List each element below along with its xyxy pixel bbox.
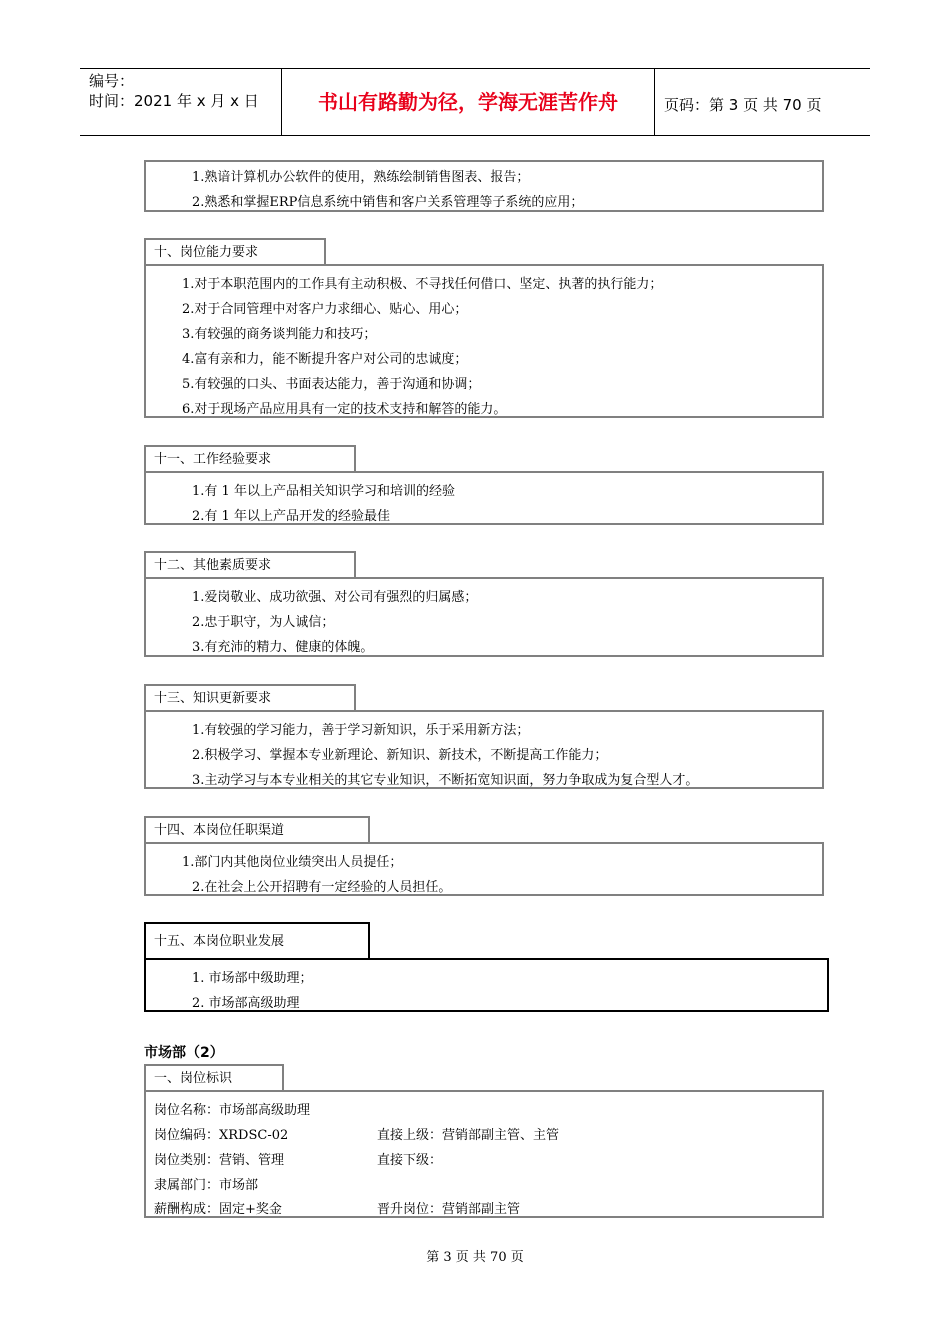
list-item: 3.有较强的商务谈判能力和技巧； (182, 327, 377, 342)
section-14-box (144, 842, 824, 896)
post-category: 岗位类别：营销、管理 (154, 1153, 285, 1168)
direct-superior: 直接上级：营销部副主管、主管 (377, 1128, 560, 1143)
salary-structure: 薪酬构成：固定+奖金 (154, 1202, 282, 1217)
list-item: 2.积极学习、掌握本专业新理论、新知识、新技术，不断提高工作能力； (192, 748, 608, 763)
header-divider (654, 68, 655, 136)
header-page-info: 页码：第 3 页 共 70 页 (664, 96, 822, 114)
section-title: 十一、工作经验要求 (144, 445, 356, 473)
list-item: 3.有充沛的精力、健康的体魄。 (192, 640, 374, 655)
list-item: 2.在社会上公开招聘有一定经验的人员担任。 (192, 880, 452, 895)
list-item: 5.有较强的口头、书面表达能力，善于沟通和协调； (182, 377, 481, 392)
date-label: 时间：2021 年 x 月 x 日 (89, 92, 259, 110)
list-item: 6.对于现场产品应用具有一定的技术支持和解答的能力。 (182, 402, 507, 417)
header-top-rule (80, 68, 870, 69)
section-title: 一、岗位标识 (144, 1064, 284, 1092)
section-12-box (144, 577, 824, 657)
list-item: 2.有 1 年以上产品开发的经验最佳 (192, 509, 390, 524)
section-15-box (144, 958, 829, 1012)
section-title: 十五、本岗位职业发展 (144, 922, 370, 958)
serial-label: 编号： (89, 72, 135, 90)
list-item: 1.部门内其他岗位业绩突出人员提任； (182, 855, 403, 870)
header-motto: 书山有路勤为径，学海无涯苦作舟 (318, 90, 618, 114)
list-item: 1.对于本职范围内的工作具有主动积极、不寻找任何借口、坚定、执著的执行能力； (182, 277, 663, 292)
list-item: 2.熟悉和掌握ERP信息系统中销售和客户关系管理等子系统的应用； (192, 195, 584, 210)
post-identity-box (144, 1090, 824, 1218)
department-heading: 市场部（2） (144, 1045, 224, 1061)
department: 隶属部门：市场部 (154, 1178, 259, 1193)
list-item: 1.有 1 年以上产品相关知识学习和培训的经验 (192, 484, 455, 499)
list-item: 1.爱岗敬业、成功欲强、对公司有强烈的归属感； (192, 590, 478, 605)
list-item: 2. 市场部高级助理 (192, 996, 300, 1011)
list-item: 2.对于合同管理中对客户力求细心、贴心、用心； (182, 302, 468, 317)
list-item: 1. 市场部中级助理； (192, 971, 313, 986)
section-software-box (144, 160, 824, 212)
section-title: 十四、本岗位任职渠道 (144, 816, 370, 844)
section-title: 十、岗位能力要求 (144, 238, 326, 266)
list-item: 3.主动学习与本专业相关的其它专业知识，不断拓宽知识面，努力争取成为复合型人才。 (192, 773, 699, 788)
page-footer: 第 3 页 共 70 页 (426, 1250, 524, 1265)
section-10-box (144, 264, 824, 418)
post-name: 岗位名称：市场部高级助理 (154, 1103, 311, 1118)
direct-subordinate: 直接下级： (377, 1153, 443, 1168)
section-11-box (144, 471, 824, 525)
list-item: 2.忠于职守，为人诚信； (192, 615, 335, 630)
header-bottom-rule (80, 135, 870, 136)
list-item: 1.有较强的学习能力，善于学习新知识，乐于采用新方法； (192, 723, 530, 738)
section-title: 十二、其他素质要求 (144, 551, 356, 579)
promotion-post: 晋升岗位：营销部副主管 (377, 1202, 521, 1217)
post-code: 岗位编码：XRDSC-02 (154, 1128, 289, 1143)
list-item: 4.富有亲和力，能不断提升客户对公司的忠诚度； (182, 352, 468, 367)
section-title: 十三、知识更新要求 (144, 684, 356, 712)
list-item: 1.熟谙计算机办公软件的使用，熟练绘制销售图表、报告； (192, 170, 530, 185)
section-13-box (144, 710, 824, 789)
